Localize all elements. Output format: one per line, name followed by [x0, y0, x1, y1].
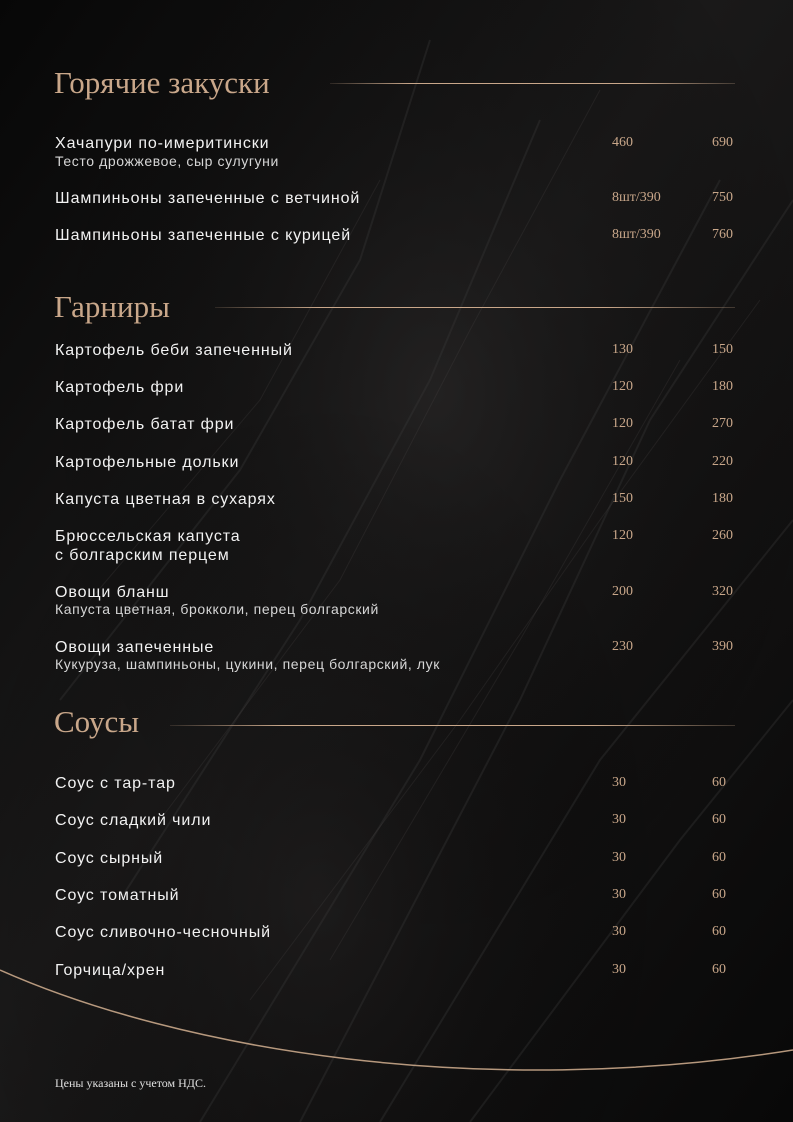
item-price-small: 120 — [612, 454, 633, 469]
item-name: Картофель батат фри — [55, 416, 235, 433]
item-price-small: 120 — [612, 528, 633, 543]
item-name: Хачапури по-имеритински — [55, 135, 270, 152]
item-name: Брюссельская капуста — [55, 528, 241, 545]
vat-footnote: Цены указаны с учетом НДС. — [55, 1076, 206, 1090]
section-header — [0, 65, 793, 105]
item-name-continued: с болгарским перцем — [55, 547, 230, 564]
item-price-large: 390 — [712, 639, 733, 654]
item-name: Овощи запеченные — [55, 639, 215, 656]
item-price-small: 460 — [612, 135, 633, 150]
item-price-small: 130 — [612, 342, 633, 357]
item-name: Овощи бланш — [55, 584, 170, 601]
item-price-large: 180 — [712, 491, 733, 506]
item-price-large: 150 — [712, 342, 733, 357]
section-header — [0, 289, 793, 329]
item-price-large: 60 — [712, 924, 726, 939]
section-title: Горячие закуски — [54, 65, 270, 100]
item-price-small: 8шт/390 — [612, 227, 661, 242]
item-price-large: 60 — [712, 887, 726, 902]
item-price-large: 180 — [712, 379, 733, 394]
item-price-small: 30 — [612, 924, 626, 939]
item-name: Картофельные дольки — [55, 454, 240, 471]
item-price-small: 200 — [612, 584, 633, 599]
item-name: Картофель беби запеченный — [55, 342, 293, 359]
item-price-small: 30 — [612, 850, 626, 865]
section-title: Гарниры — [54, 289, 170, 324]
section-header — [0, 704, 793, 744]
item-price-large: 220 — [712, 454, 733, 469]
item-price-large: 60 — [712, 850, 726, 865]
item-name: Горчица/хрен — [55, 962, 166, 979]
item-price-large: 270 — [712, 416, 733, 431]
item-price-large: 320 — [712, 584, 733, 599]
item-price-large: 260 — [712, 528, 733, 543]
item-name: Соус сырный — [55, 850, 164, 867]
item-price-small: 30 — [612, 775, 626, 790]
item-price-large: 60 — [712, 775, 726, 790]
item-price-large: 760 — [712, 227, 733, 242]
item-price-small: 30 — [612, 962, 626, 977]
item-name: Картофель фри — [55, 379, 185, 396]
item-price-small: 120 — [612, 416, 633, 431]
item-name: Соус с тар-тар — [55, 775, 176, 792]
section-title: Соусы — [54, 704, 140, 739]
item-price-small: 150 — [612, 491, 633, 506]
section-divider — [170, 725, 735, 726]
item-name: Соус томатный — [55, 887, 180, 904]
item-price-large: 750 — [712, 190, 733, 205]
item-name: Соус сливочно-чесночный — [55, 924, 272, 941]
section-divider — [330, 83, 735, 84]
item-price-large: 60 — [712, 962, 726, 977]
item-price-large: 690 — [712, 135, 733, 150]
item-price-small: 230 — [612, 639, 633, 654]
item-description: Капуста цветная, брокколи, перец болгарский — [55, 601, 379, 617]
item-price-large: 60 — [712, 812, 726, 827]
item-price-small: 30 — [612, 887, 626, 902]
item-name: Шампиньоны запеченные с курицей — [55, 227, 352, 244]
item-description: Тесто дрожжевое, сыр сулугуни — [55, 153, 279, 169]
item-name: Соус сладкий чили — [55, 812, 212, 829]
item-name: Шампиньоны запеченные с ветчиной — [55, 190, 361, 207]
item-description: Кукуруза, шампиньоны, цукини, перец болгарский, лук — [55, 656, 440, 672]
item-price-small: 8шт/390 — [612, 190, 661, 205]
item-name: Капуста цветная в сухарях — [55, 491, 276, 508]
section-divider — [215, 307, 735, 308]
item-price-small: 30 — [612, 812, 626, 827]
item-price-small: 120 — [612, 379, 633, 394]
